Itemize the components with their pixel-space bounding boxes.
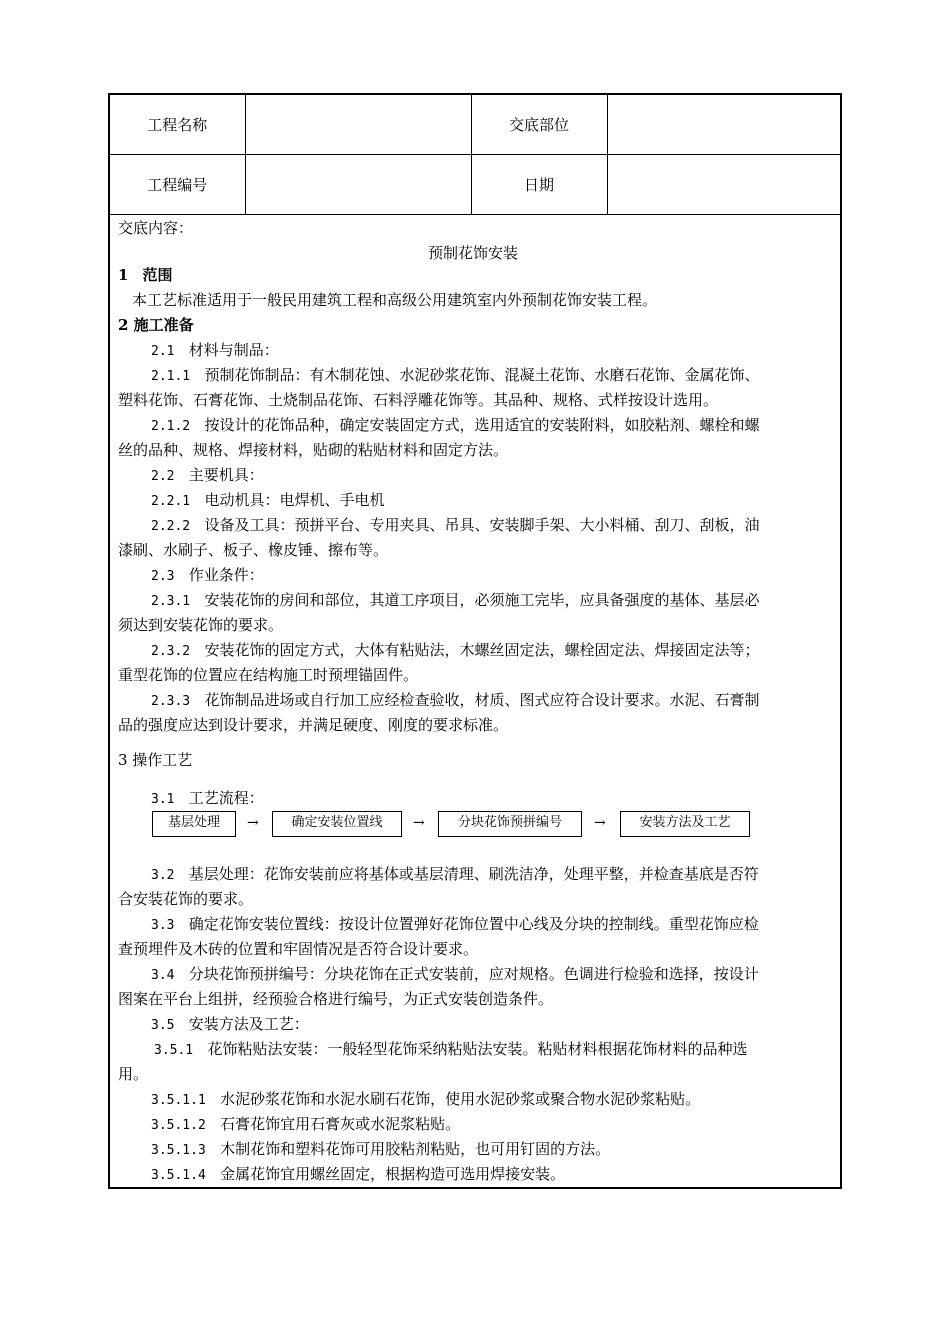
- s3-4-number: 3.4: [151, 968, 175, 983]
- header-table: [110, 95, 840, 215]
- flow-arrow-icon: →: [594, 815, 606, 831]
- s2-2-1-number: 2.2.1: [151, 494, 191, 509]
- flow-step-1: 基层处理: [152, 811, 236, 837]
- section-3-title: 3 操作工艺: [118, 751, 193, 769]
- intro-label: 交底内容：: [118, 219, 194, 237]
- s3-5-1-text-a: 花饰粘贴法安装：一般轻型花饰采纳粘贴法安装。粘贴材料根据花饰材料的品种选: [207, 1040, 748, 1058]
- s2-1-2-number: 2.1.2: [151, 419, 191, 434]
- s3-3-text-a: 确定花饰安装位置线：按设计位置弹好花饰位置中心线及分块的控制线。重型花饰应检: [188, 915, 759, 933]
- s3-5-1-2-text: 石膏花饰宜用石膏灰或水泥浆粘贴。: [220, 1115, 461, 1133]
- project-number-value[interactable]: [245, 155, 471, 215]
- s2-3-3-number: 2.3.3: [151, 694, 191, 709]
- flow-arrow-icon: →: [247, 815, 259, 831]
- disclosure-part-label: 交底部位: [471, 95, 607, 155]
- s3-2-text-a: 基层处理：花饰安装前应将基体或基层清理、刷洗洁净，处理平整，并检查基底是否符: [188, 865, 759, 883]
- document-title: 预制花饰安装: [428, 244, 519, 262]
- s2-3-2-text-a: 安装花饰的固定方式，大体有粘贴法，木螺丝固定法，螺栓固定法、焊接固定法等；: [204, 641, 760, 659]
- s3-5-number: 3.5: [151, 1018, 175, 1033]
- flow-arrow-icon: →: [413, 815, 425, 831]
- s3-5-1-4-number: 3.5.1.4: [151, 1168, 206, 1183]
- s3-5-1-number: 3.5.1: [154, 1043, 194, 1058]
- s2-1-1-text-b: 塑料花饰、石膏花饰、土烧制品花饰、石料浮雕花饰等。其品种、规格、式样按设计选用。: [118, 391, 719, 409]
- s3-2-text-b: 合安装花饰的要求。: [118, 890, 254, 908]
- s3-1-number: 3.1: [151, 792, 175, 807]
- s3-3-number: 3.3: [151, 918, 175, 933]
- s3-5-text: 安装方法及工艺：: [188, 1015, 309, 1033]
- s2-2-1-text: 电动机具：电焊机、手电机: [204, 491, 385, 509]
- s2-3-1-text-b: 须达到安装花饰的要求。: [118, 616, 284, 634]
- date-label: 日期: [471, 155, 607, 215]
- s3-5-1-3-text: 木制花饰和塑料花饰可用胶粘剂粘贴，也可用钉固的方法。: [220, 1140, 611, 1158]
- s2-3-3-text-b: 品的强度应达到设计要求，并满足硬度、刚度的要求标准。: [118, 716, 509, 734]
- s3-5-1-1-number: 3.5.1.1: [151, 1093, 206, 1108]
- project-number-label: 工程编号: [110, 155, 245, 215]
- s3-4-text-a: 分块花饰预拼编号：分块花饰在正式安装前，应对规格。色调进行检验和选择，按设计: [188, 965, 759, 983]
- section-1-number: 1: [118, 266, 129, 284]
- section-1-text: 本工艺标准适用于一般民用建筑工程和高级公用建筑室内外预制花饰安装工程。: [132, 291, 658, 309]
- s2-2-text: 主要机具：: [188, 466, 264, 484]
- flow-step-3: 分块花饰预拼编号: [438, 811, 582, 837]
- s3-4-text-b: 图案在平台上组拼，经预验合格进行编号，为正式安装创造条件。: [118, 990, 554, 1008]
- section-2-title: 2 施工准备: [118, 316, 194, 334]
- s3-3-text-b: 查预埋件及木砖的位置和牢固情况是否符合设计要求。: [118, 940, 479, 958]
- s2-1-2-text-b: 丝的品种、规格、焊接材料，贴砌的粘贴材料和固定方法。: [118, 441, 509, 459]
- s2-2-number: 2.2: [151, 469, 175, 484]
- flow-step-2: 确定安装位置线: [272, 811, 402, 837]
- s2-2-2-text-b: 漆刷、水刷子、板子、橡皮锤、擦布等。: [118, 541, 389, 559]
- disclosure-document: [108, 93, 842, 1189]
- s3-1-text: 工艺流程：: [188, 789, 264, 807]
- date-value[interactable]: [607, 155, 840, 215]
- section-1-heading: [118, 265, 172, 285]
- s2-3-1-number: 2.3.1: [151, 594, 191, 609]
- s2-3-text: 作业条件：: [188, 566, 264, 584]
- disclosure-part-value[interactable]: [607, 95, 840, 155]
- s2-1-2-text-a: 按设计的花饰品种，确定安装固定方式，选用适宜的安装附料，如胶粘剂、螺栓和螺: [204, 416, 760, 434]
- s2-3-2-number: 2.3.2: [151, 644, 191, 659]
- s3-5-1-text-b: 用。: [118, 1065, 149, 1083]
- s3-5-1-3-number: 3.5.1.3: [151, 1143, 206, 1158]
- project-name-value[interactable]: [245, 95, 471, 155]
- section-1-title: 范围: [142, 266, 173, 284]
- s2-3-number: 2.3: [151, 569, 175, 584]
- s2-3-2-text-b: 重型花饰的位置应在结构施工时预埋锚固件。: [118, 666, 419, 684]
- s2-1-1-number: 2.1.1: [151, 369, 191, 384]
- s2-3-3-text-a: 花饰制品进场或自行加工应经检查验收，材质、图式应符合设计要求。水泥、石膏制: [204, 691, 760, 709]
- s2-1-text: 材料与制品：: [188, 341, 279, 359]
- s3-2-number: 3.2: [151, 868, 175, 883]
- process-flow: [110, 811, 840, 839]
- flow-step-4: 安装方法及工艺: [620, 811, 750, 837]
- s2-1-1-text-a: 预制花饰制品：有木制花蚀、水泥砂浆花饰、混凝土花饰、水磨石花饰、金属花饰、: [204, 366, 760, 384]
- s3-5-1-1-text: 水泥砂浆花饰和水泥水刷石花饰，使用水泥砂浆或聚合物水泥砂浆粘贴。: [220, 1090, 701, 1108]
- s2-1-number: 2.1: [151, 344, 175, 359]
- s2-2-2-text-a: 设备及工具：预拼平台、专用夹具、吊具、安装脚手架、大小料桶、刮刀、刮板，油: [204, 516, 760, 534]
- s3-5-1-2-number: 3.5.1.2: [151, 1118, 206, 1133]
- s2-2-2-number: 2.2.2: [151, 519, 191, 534]
- s3-5-1-4-text: 金属花饰宜用螺丝固定，根据构造可选用焊接安装。: [220, 1165, 566, 1183]
- s2-3-1-text-a: 安装花饰的房间和部位，其道工序项目，必须施工完毕，应具备强度的基体、基层必: [204, 591, 760, 609]
- project-name-label: 工程名称: [110, 95, 245, 155]
